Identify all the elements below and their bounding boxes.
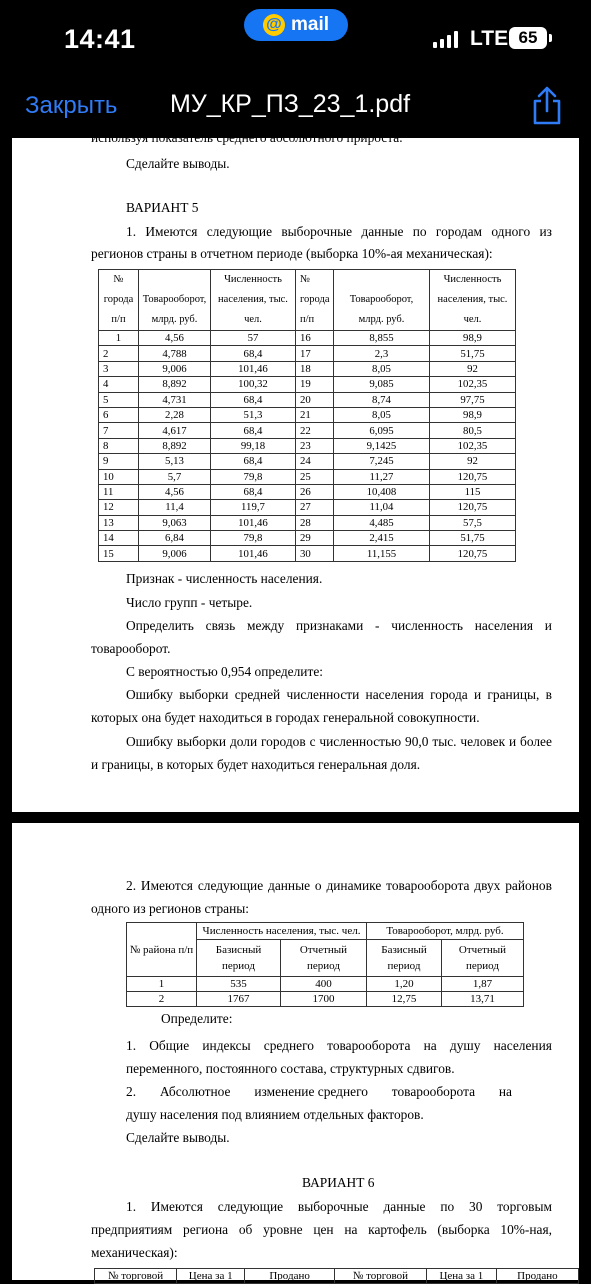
table-cell: 57 <box>211 331 296 346</box>
word: 30 <box>469 1199 483 1214</box>
header-cell: Товарооборот, <box>334 290 430 310</box>
header-cell: Продано <box>245 1269 335 1284</box>
word: товарооборота <box>386 878 470 893</box>
header-cell <box>334 270 430 291</box>
word: между <box>247 618 285 633</box>
table-cell: 4,56 <box>139 484 211 499</box>
word: выборки <box>176 734 227 749</box>
error1-line2: которых она будет находиться в городах генеральной совокупности. <box>91 710 480 725</box>
table-cell: 1,20 <box>367 977 442 992</box>
word: 2. <box>126 1084 137 1099</box>
word: 2. <box>126 878 137 893</box>
table-cell: 8,74 <box>334 392 430 407</box>
task1-line2: регионов страны в отчетном периоде (выборка 10%-ая механическая): <box>91 246 493 261</box>
word: городам <box>435 224 483 239</box>
error2-line1 <box>126 734 552 750</box>
table-cell: 11,04 <box>334 500 430 515</box>
table-cell: 80,5 <box>430 423 516 438</box>
table-cell: 51,75 <box>430 531 516 546</box>
table-cell: 10,408 <box>334 484 430 499</box>
header-cell: Цена за 1 <box>177 1269 245 1284</box>
table-cell: 27 <box>296 500 334 515</box>
word: 10%-ная, <box>500 1222 552 1237</box>
word: населения <box>474 618 534 633</box>
header-cell: Отчетный период <box>442 940 524 977</box>
table-row <box>99 392 516 407</box>
header-cell: населения, тыс. <box>430 290 516 310</box>
table-cell: 99,18 <box>211 438 296 453</box>
table-cell: 8,05 <box>334 361 430 376</box>
task-line1 <box>126 1199 552 1215</box>
table-cell: 9 <box>99 454 139 469</box>
table-row <box>127 977 524 992</box>
table-cell: 11,4 <box>139 500 211 515</box>
word: среднего <box>263 1038 314 1053</box>
item1-line1 <box>126 1038 552 1054</box>
task-line3: механическая): <box>91 1245 178 1260</box>
table-cell: 1,87 <box>442 977 524 992</box>
word: Имеются <box>145 224 198 239</box>
word: Общие <box>149 1038 190 1053</box>
header-cell: п/п <box>99 310 139 331</box>
cities-table-body <box>99 331 516 562</box>
table-row <box>99 346 516 361</box>
word: Определить <box>126 618 194 633</box>
error2-line2: и границы, в которых будет находиться генеральная доля. <box>91 757 421 772</box>
word: населения <box>365 687 424 702</box>
word: связь <box>205 618 236 633</box>
table-cell: 13 <box>99 515 139 530</box>
word: городов <box>261 734 306 749</box>
table-cell: 28 <box>296 515 334 530</box>
table-row <box>99 469 516 484</box>
pdf-page-1[interactable] <box>12 130 579 812</box>
table-cell: 68,4 <box>211 392 296 407</box>
item2-line2: душу населения под влиянием отдельных факторов. <box>126 1107 424 1122</box>
table-cell: 19 <box>296 377 334 392</box>
table-cell: 1 <box>99 331 139 346</box>
table-row <box>99 531 516 546</box>
word: 1. <box>126 224 137 239</box>
item2-line1 <box>126 1084 512 1100</box>
table-cell: 12 <box>99 500 139 515</box>
share-icon[interactable] <box>530 86 564 126</box>
table-row <box>99 546 516 561</box>
sign-text: Признак - численность населения. <box>126 571 323 586</box>
groups-text: Число групп - четыре. <box>126 595 253 610</box>
table-cell: 7,245 <box>334 454 430 469</box>
table-cell: 1 <box>127 977 197 992</box>
item1-line2: переменного, постоянного состава, структурных сдвигов. <box>126 1061 455 1076</box>
word: Ошибку <box>126 687 173 702</box>
table-cell: 92 <box>430 361 516 376</box>
table-cell: 20 <box>296 392 334 407</box>
word: региона <box>183 1222 229 1237</box>
table-row <box>99 377 516 392</box>
table-cell: 2,28 <box>139 407 211 422</box>
table-cell: 17 <box>296 346 334 361</box>
word: и <box>544 618 552 633</box>
relation-line2: товарооборот. <box>91 641 171 656</box>
table-cell: 102,35 <box>430 438 516 453</box>
table-cell: 3 <box>99 361 139 376</box>
mail-label: mail <box>290 14 330 35</box>
word: признаками <box>295 618 364 633</box>
table-cell: 4,788 <box>139 346 211 361</box>
table-cell: 6,095 <box>334 423 430 438</box>
table-cell: 7 <box>99 423 139 438</box>
word: границы, <box>487 687 540 702</box>
header-cell: чел. <box>211 310 296 331</box>
word: 1. <box>126 1199 137 1214</box>
word: в <box>545 687 552 702</box>
table-cell: 8,855 <box>334 331 430 346</box>
word: уровне <box>263 1222 303 1237</box>
header-cell: млрд. руб. <box>334 310 430 331</box>
table-cell: 30 <box>296 546 334 561</box>
table-cell: 79,8 <box>211 531 296 546</box>
table-cell: 21 <box>296 407 334 422</box>
network-type: LTE <box>470 27 509 50</box>
table-cell: 1767 <box>197 992 281 1007</box>
table-cell: 119,7 <box>211 500 296 515</box>
header-cell: населения, тыс. <box>211 290 296 310</box>
table-row <box>99 407 516 422</box>
table-cell: 11 <box>99 484 139 499</box>
table-row <box>99 500 516 515</box>
table-cell: 18 <box>296 361 334 376</box>
table-cell: 8,05 <box>334 407 430 422</box>
pdf-page-2[interactable] <box>12 823 579 1280</box>
word: города <box>430 687 468 702</box>
table-cell: 101,46 <box>211 515 296 530</box>
table-cell: 68,4 <box>211 454 296 469</box>
table-cell: 8,892 <box>139 377 211 392</box>
table-row <box>99 515 516 530</box>
word: товарооборота <box>391 1084 476 1099</box>
header-cell: Базисный период <box>197 940 281 977</box>
table-row <box>99 423 516 438</box>
table-cell: 29 <box>296 531 334 546</box>
word: следующие <box>197 878 264 893</box>
table-cell: 8 <box>99 438 139 453</box>
word: на <box>344 1222 358 1237</box>
word: более <box>520 734 552 749</box>
table-cell: 6 <box>99 407 139 422</box>
header-cell: Продано <box>496 1269 578 1284</box>
header-cell <box>139 270 211 291</box>
word: динамике <box>326 878 382 893</box>
table-cell: 9,1425 <box>334 438 430 453</box>
table-cell: 11,155 <box>334 546 430 561</box>
table-cell: 68,4 <box>211 346 296 361</box>
header-cell: № <box>296 270 334 291</box>
shops-table <box>94 1268 579 1284</box>
header-cell: города <box>99 290 139 310</box>
task2-line1 <box>126 878 552 894</box>
word: доли <box>229 734 258 749</box>
signal-icon <box>433 30 458 48</box>
error1-line1 <box>126 687 552 703</box>
header-cell: Цена за 1 <box>426 1269 496 1284</box>
word: средней <box>234 687 281 702</box>
variant-heading: ВАРИАНТ 6 <box>302 1175 375 1190</box>
table-cell: 23 <box>296 438 334 453</box>
word: по <box>440 1199 455 1214</box>
word: двух <box>474 878 501 893</box>
word: об <box>238 1222 253 1237</box>
table-cell: 9,006 <box>139 546 211 561</box>
word: изменение среднего <box>254 1084 368 1099</box>
table-cell: 2,415 <box>334 531 430 546</box>
word: с <box>309 734 316 749</box>
word: из <box>539 224 552 239</box>
word: и <box>473 687 482 702</box>
word: Абсолютное <box>159 1084 231 1099</box>
word: выборочные <box>281 224 353 239</box>
conclusions-text: Сделайте выводы. <box>126 1130 230 1145</box>
table-cell: 101,46 <box>211 546 296 561</box>
word: следующие <box>217 1199 284 1214</box>
header-cell: Численность населения, тыс. чел. <box>197 923 367 940</box>
text-line: используя показатель среднего абсолютного прироста. <box>91 130 403 145</box>
districts-table-body <box>127 977 524 1007</box>
cities-table-header <box>99 270 516 331</box>
word: численность <box>391 618 463 633</box>
table-cell: 5,7 <box>139 469 211 484</box>
word: предприятиям <box>91 1222 173 1237</box>
table-cell: 535 <box>197 977 281 992</box>
word: 90,0 <box>405 734 429 749</box>
table-cell: 22 <box>296 423 334 438</box>
word: картофель <box>368 1222 427 1237</box>
header-cell: города <box>296 290 334 310</box>
word: Имеются <box>150 1199 203 1214</box>
word: торговым <box>497 1199 552 1214</box>
at-icon: @ <box>263 14 285 36</box>
header-cell: млрд. руб. <box>139 310 211 331</box>
battery-icon: 65 <box>509 27 547 49</box>
table-cell: 92 <box>430 454 516 469</box>
table-cell: 14 <box>99 531 139 546</box>
table-cell: 120,75 <box>430 546 516 561</box>
header-cell: № <box>99 270 139 291</box>
word: - <box>375 618 380 633</box>
word: на <box>423 1038 437 1053</box>
word: данные <box>361 224 404 239</box>
table-row <box>99 484 516 499</box>
status-time: 14:41 <box>64 24 136 54</box>
file-title: МУ_КР_ПЗ_23_1.pdf <box>170 90 411 118</box>
word: цен <box>313 1222 334 1237</box>
task-line2 <box>91 1222 552 1238</box>
table-cell: 97,75 <box>430 392 516 407</box>
header-cell: № торговой <box>95 1269 177 1284</box>
table-cell: 100,32 <box>211 377 296 392</box>
word: одного <box>491 224 531 239</box>
word: душу <box>449 1038 481 1053</box>
table-row <box>99 454 516 469</box>
table-cell: 115 <box>430 484 516 499</box>
cities-table <box>98 269 516 562</box>
header-cell: Товарооборот, млрд. руб. <box>367 923 524 940</box>
word: Ошибку <box>126 734 173 749</box>
table-row <box>99 361 516 376</box>
relation-line1 <box>126 618 552 634</box>
table-cell: 101,46 <box>211 361 296 376</box>
task2-line2: одного из регионов страны: <box>91 901 249 916</box>
close-button[interactable]: Закрыть <box>25 92 118 119</box>
word: индексы <box>202 1038 251 1053</box>
word: Имеются <box>140 878 193 893</box>
table-cell: 1700 <box>281 992 367 1007</box>
header-cell: № торговой <box>335 1269 427 1284</box>
word: численностью <box>319 734 402 749</box>
table-cell: 4,485 <box>334 515 430 530</box>
table-cell: 2,3 <box>334 346 430 361</box>
table-cell: 102,35 <box>430 377 516 392</box>
table-cell: 4 <box>99 377 139 392</box>
word: тыс. <box>432 734 457 749</box>
table-cell: 24 <box>296 454 334 469</box>
table-cell: 8,892 <box>139 438 211 453</box>
table-cell: 51,3 <box>211 407 296 422</box>
word: по <box>412 224 427 239</box>
table-cell: 400 <box>281 977 367 992</box>
status-bar <box>0 0 591 80</box>
table-cell: 98,9 <box>430 407 516 422</box>
word: численности <box>286 687 360 702</box>
table-cell: 9,063 <box>139 515 211 530</box>
word: (выборка <box>437 1222 490 1237</box>
conclusions-text: Сделайте выводы. <box>126 156 230 171</box>
word: и <box>508 734 517 749</box>
table-cell: 2 <box>99 346 139 361</box>
districts-table <box>126 922 524 1007</box>
table-cell: 6,84 <box>139 531 211 546</box>
word: человек <box>460 734 506 749</box>
word: выборочные <box>297 1199 369 1214</box>
word: выборки <box>179 687 229 702</box>
probability-text: С вероятностью 0,954 определите: <box>126 664 323 679</box>
table-cell: 25 <box>296 469 334 484</box>
word: на <box>498 1084 512 1099</box>
word: товарооборота <box>327 1038 411 1053</box>
table-cell: 9,085 <box>334 377 430 392</box>
header-cell: п/п <box>296 310 334 331</box>
table-cell: 16 <box>296 331 334 346</box>
header-cell: Численность <box>430 270 516 291</box>
word: данные <box>268 878 311 893</box>
table-cell: 4,56 <box>139 331 211 346</box>
table-cell: 120,75 <box>430 469 516 484</box>
header-cell: Отчетный период <box>281 940 367 977</box>
table-row <box>99 331 516 346</box>
table-cell: 15 <box>99 546 139 561</box>
table-cell: 120,75 <box>430 500 516 515</box>
word: о <box>314 878 322 893</box>
word: 1. <box>126 1038 137 1053</box>
table-cell: 10 <box>99 469 139 484</box>
table-cell: 11,27 <box>334 469 430 484</box>
table-cell: 51,75 <box>430 346 516 361</box>
task1-line1 <box>126 224 552 240</box>
table-cell: 4,731 <box>139 392 211 407</box>
header-cell: № района п/п <box>127 923 197 977</box>
table-cell: 13,71 <box>442 992 524 1007</box>
table-cell: 57,5 <box>430 515 516 530</box>
header-cell: чел. <box>430 310 516 331</box>
mail-pill[interactable] <box>244 9 348 41</box>
table-cell: 2 <box>127 992 197 1007</box>
word: населения <box>493 1038 552 1053</box>
header-cell: Численность <box>211 270 296 291</box>
table-cell: 26 <box>296 484 334 499</box>
word: данные <box>383 1199 426 1214</box>
table-cell: 5,13 <box>139 454 211 469</box>
variant-heading: ВАРИАНТ 5 <box>126 200 199 215</box>
table-row <box>127 992 524 1007</box>
table-cell: 4,617 <box>139 423 211 438</box>
table-cell: 68,4 <box>211 484 296 499</box>
header-cell: Базисный период <box>367 940 442 977</box>
word: районов <box>505 878 552 893</box>
table-cell: 5 <box>99 392 139 407</box>
table-cell: 68,4 <box>211 423 296 438</box>
table-cell: 12,75 <box>367 992 442 1007</box>
define-text: Определите: <box>161 1011 233 1026</box>
table-cell: 79,8 <box>211 469 296 484</box>
word: следующие <box>206 224 273 239</box>
table-cell: 9,006 <box>139 361 211 376</box>
header-cell: Товарооборот, <box>139 290 211 310</box>
table-row <box>99 438 516 453</box>
table-cell: 98,9 <box>430 331 516 346</box>
